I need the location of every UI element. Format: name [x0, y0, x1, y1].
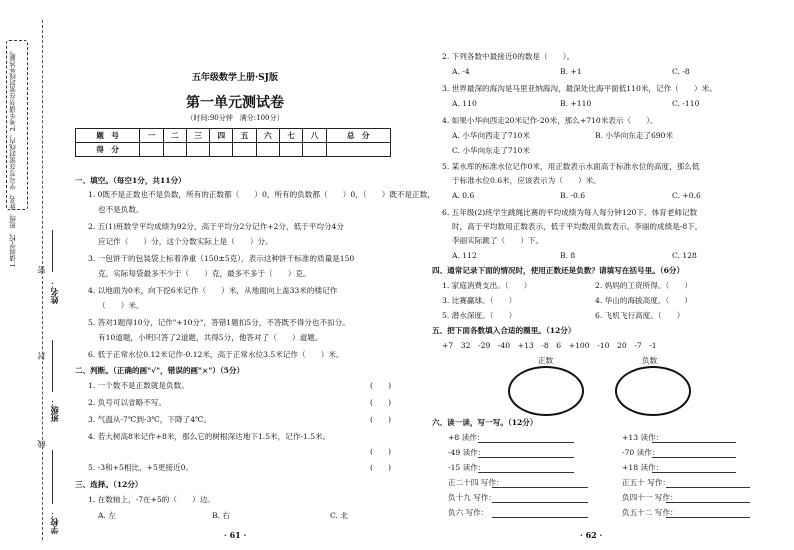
fill-line: 1. 0既不是正数也不是负数，所有的正数都（ ）0，所有的负数都（ ）0，（ ）既不是正数， — [88, 190, 435, 199]
answer-blank[interactable] — [666, 517, 750, 518]
choice-option[interactable]: C. +0.6 — [672, 191, 701, 200]
section-5-title: 五、把下面各数填入合适的圈里。（12分） — [432, 326, 576, 335]
fill-line: 5. 答对1题得10分，记作"+10分"，答错1题扣5分，不答既不得分也不扣分。 — [88, 318, 350, 327]
choice-option[interactable]: A. 0.6 — [452, 191, 475, 200]
choice-option[interactable]: C. 小华向东走了710米 — [452, 146, 531, 155]
seal-char-3: 线 — [37, 440, 46, 448]
choice-question: 6. 五年级(2)班学生跳绳比赛的平均成绩为每人每分钟120下。体育老师记数 — [442, 208, 698, 217]
fill-line: 克，实际每袋最多不少于（ ）克，最多不多于（ ）克。 — [98, 269, 311, 278]
subtitle: 五年级数学上册·SJ版 — [192, 73, 278, 83]
score-header: 总 分 — [326, 129, 390, 143]
class-line — [52, 340, 53, 392]
page-number-right: · 62 · — [580, 530, 603, 540]
answer-blank[interactable] — [492, 487, 588, 488]
score-cell[interactable] — [186, 143, 209, 157]
score-cell[interactable] — [233, 143, 256, 157]
page-number-left: · 61 · — [224, 530, 247, 540]
choice-option[interactable]: C. 北 — [330, 511, 348, 520]
fill-line: 3. 一包饼干的包装袋上标着净重（150±5克），表示这种饼干标准的质量是150 — [88, 254, 355, 263]
score-cell[interactable] — [163, 143, 186, 157]
score-cell[interactable] — [303, 143, 326, 157]
choice-option[interactable]: C. -110 — [672, 99, 700, 108]
read-write-item: 正五十 写作： — [622, 478, 670, 487]
judge-item: 2. 负号可以省略不写。 — [88, 398, 167, 407]
read-write-item: +8 读作： — [448, 433, 485, 442]
choice-option[interactable]: B. 小华向东走了690米 — [595, 131, 674, 140]
score-cell[interactable] — [280, 143, 303, 157]
choice-question: 5. 某水库的标准水位记作0米，用正数表示水面高于标准水位的高度，那么低 — [442, 162, 700, 171]
record-item: 6. 飞机飞行高度。（ ） — [595, 311, 685, 320]
name-label: 姓名： — [49, 280, 59, 304]
answer-blank[interactable] — [492, 517, 588, 518]
section-1-title: 一、填空。（每空1分，共11分） — [75, 176, 186, 185]
read-write-item: 负六 写作： — [448, 508, 489, 517]
read-write-item: -15 读作： — [448, 463, 486, 472]
fill-line: 有10道题，小明只答了2道题，共得5分，他答对了（ ）道题。 — [98, 333, 323, 342]
fill-line: 也不是负数。 — [98, 205, 144, 214]
score-header: 二 — [163, 129, 186, 143]
section-6-title: 六、读一读，写一写。（12分） — [432, 418, 538, 427]
read-write-item: +13 读作： — [622, 433, 664, 442]
number-list: +7 32 -29 -40 +13 -8 6 +100 -10 20 -7 -1 — [442, 341, 657, 350]
class-label: 班级： — [49, 398, 59, 422]
judge-item: 5. -3和+5相比，+5更接近0。 — [88, 463, 194, 472]
answer-blank[interactable] — [478, 457, 574, 458]
score-header: 八 — [303, 129, 326, 143]
choice-option[interactable]: C. 128 — [672, 251, 697, 260]
exam-meta: （时间:90分钟 满分:100分） — [186, 114, 284, 122]
exam-notice-box — [6, 40, 28, 268]
score-header: 题 号 — [76, 129, 140, 143]
negative-circle[interactable] — [615, 366, 691, 416]
answer-blank[interactable] — [666, 502, 750, 503]
record-item: 5. 潜水深度。（ ） — [442, 311, 517, 320]
judge-paren[interactable]: ( ) — [370, 447, 392, 456]
record-item: 1. 家庭消费支出。（ ） — [442, 281, 532, 290]
read-write-item: +18 读作： — [622, 463, 664, 472]
answer-blank[interactable] — [652, 472, 736, 473]
choice-question: 1. 在数轴上，-7在+5的（ ）边。 — [88, 495, 215, 504]
score-row-label: 得 分 — [76, 143, 140, 157]
choice-question: 于标准水位0.6米，应该表示为（ ）米。 — [452, 176, 601, 185]
fill-line: 应记作（ ）分，这个分数实际上是（ ）分。 — [98, 237, 273, 246]
choice-option[interactable]: A. 小华向西走了710米 — [452, 131, 530, 140]
read-write-item: -70 读作： — [622, 448, 660, 457]
judge-item: 3. 气温从-7℃到-3℃，下降了4℃。 — [88, 415, 212, 424]
answer-blank[interactable] — [652, 457, 736, 458]
read-write-item: 负十九 写作： — [448, 493, 496, 502]
choice-option[interactable]: B. -0.6 — [560, 191, 586, 200]
choice-option[interactable]: B. 右 — [212, 511, 231, 520]
answer-blank[interactable] — [666, 487, 750, 488]
fill-line: 2. 五(1)班数学平均成绩为92分，高于平均分2分记作+2分，低于平均分4分 — [88, 222, 344, 231]
judge-paren[interactable]: ( ) — [370, 398, 392, 407]
score-header: 七 — [280, 129, 303, 143]
choice-option[interactable]: A. -4 — [452, 67, 470, 76]
choice-option[interactable]: A. 112 — [452, 251, 477, 260]
positive-label: 正数 — [538, 356, 554, 365]
record-item: 4. 华山的海拔高度。（ ） — [595, 296, 692, 305]
seal-char-1: 密 — [37, 266, 46, 274]
judge-paren[interactable]: ( ) — [370, 463, 392, 472]
judge-item: 4. 若大树高8米记作+8米，那么它的树根深达地下1.5米，记作-1.5米。 — [88, 432, 331, 441]
choice-option[interactable]: B. +110 — [560, 99, 592, 108]
score-cell[interactable] — [256, 143, 279, 157]
score-header: 六 — [256, 129, 279, 143]
choice-question: 3. 世界最深的海沟是马里亚纳海沟，最深处比海平面低110米，记作（ ）米。 — [442, 84, 717, 93]
score-header: 四 — [210, 129, 233, 143]
answer-blank[interactable] — [478, 472, 574, 473]
score-header: 五 — [233, 129, 256, 143]
choice-question: 时，高于平均数用正数表示，低于平均数用负数表示。李丽的成绩是-8下， — [452, 222, 703, 231]
choice-option[interactable]: B. +1 — [560, 67, 582, 76]
section-2-title: 二、判断。（正确的画"√"，错误的画"×"）（5分） — [75, 366, 245, 375]
read-write-item: -49 读作： — [448, 448, 486, 457]
choice-question: 4. 如果小华向西走20米记作-20米，那么+710米表示（ ）。 — [442, 116, 658, 125]
fill-line: （ ）米。 — [98, 301, 144, 310]
positive-circle[interactable] — [508, 366, 584, 416]
page-title: 第一单元测试卷 — [186, 95, 284, 111]
seal-char-2: 封 — [37, 352, 46, 360]
score-row — [76, 143, 391, 157]
record-item: 3. 比赛赢球。（ ） — [442, 296, 517, 305]
name-line — [52, 230, 53, 272]
choice-option[interactable]: A. 110 — [452, 99, 477, 108]
answer-blank[interactable] — [478, 442, 574, 443]
read-write-item: 正二十四 写作： — [448, 478, 504, 487]
school-label: 学校： — [49, 510, 59, 534]
right-page — [410, 0, 794, 550]
negative-label: 负数 — [642, 356, 658, 365]
choice-option[interactable]: B. 8 — [560, 251, 576, 260]
fill-line: 4. 以地面为0米，向下挖6米记作（ ）米，从地面向上盖33米的楼记作 — [88, 286, 338, 295]
choice-question: 2. 下列各数中最接近0的数是（ ）。 — [442, 52, 575, 61]
answer-blank[interactable] — [652, 442, 736, 443]
section-3-title: 三、选择。（12分） — [75, 480, 143, 489]
score-header: 一 — [140, 129, 163, 143]
school-line — [52, 450, 53, 504]
judge-paren[interactable]: ( ) — [370, 415, 392, 424]
score-cell[interactable] — [140, 143, 163, 157]
choice-option[interactable]: C. -8 — [672, 67, 690, 76]
score-cell[interactable] — [210, 143, 233, 157]
choice-option[interactable]: A. 左 — [98, 511, 116, 520]
read-write-item: 负四十一 写作： — [622, 493, 678, 502]
read-write-item: 负五十二 写作： — [622, 508, 678, 517]
exam-notice: 1.请将学校、班级、姓名、学号写在密封线内。2.考生请勿在密封线外答题。 — [9, 47, 17, 268]
record-item: 2. 妈妈的工资所得。（ ） — [595, 281, 692, 290]
score-header-row — [76, 129, 391, 143]
choice-question: 李丽实际跳了（ ）下。 — [452, 236, 544, 245]
score-header: 三 — [186, 129, 209, 143]
fill-line: 6. 低于正常水位0.12米记作-0.12米，高于正常水位3.5米记作（ ）米。 — [88, 350, 344, 359]
answer-blank[interactable] — [492, 502, 588, 503]
score-table — [75, 128, 391, 157]
score-cell[interactable] — [326, 143, 390, 157]
judge-item: 1. 一个数不是正数就是负数。 — [88, 381, 189, 390]
section-4-title: 四、通常记录下面的情况时，使用正数还是负数？请填写在括号里。（6分） — [432, 266, 685, 275]
judge-paren[interactable]: ( ) — [370, 381, 392, 390]
